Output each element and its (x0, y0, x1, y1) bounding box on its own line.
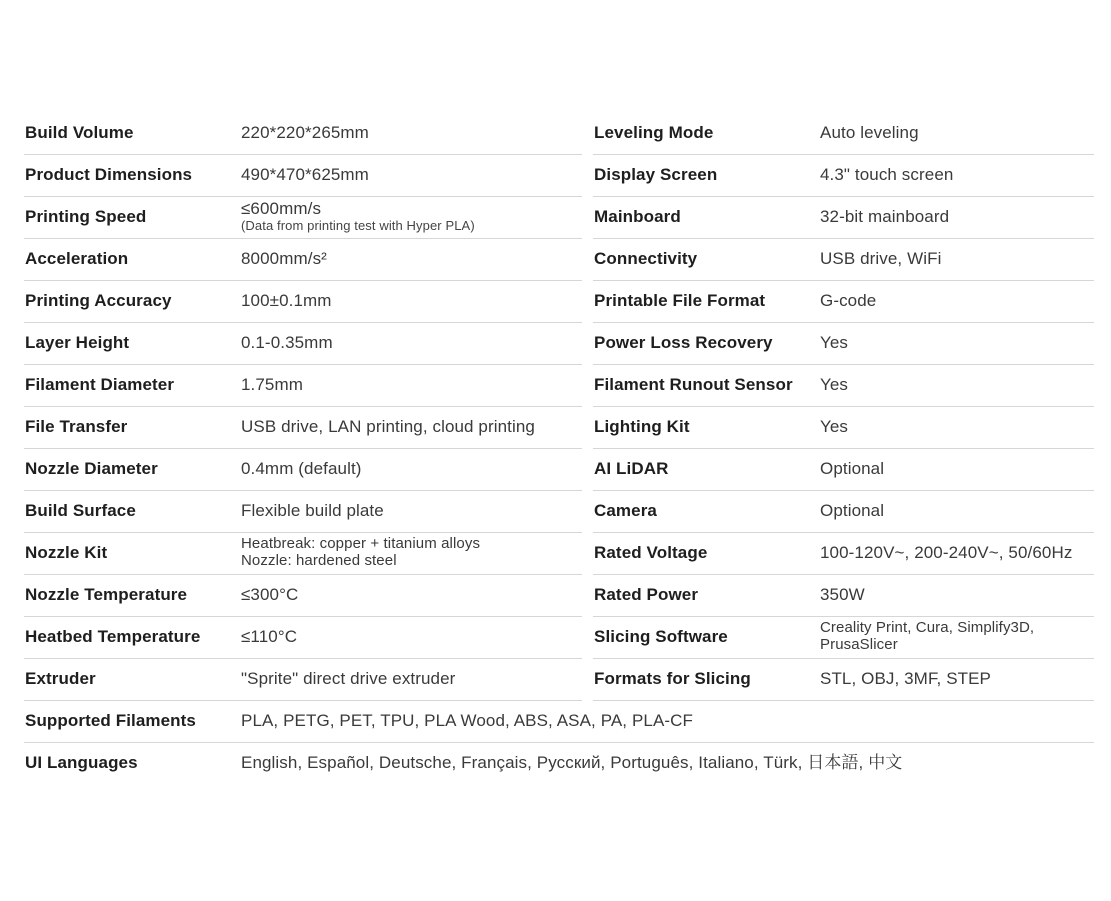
spec-label: Leveling Mode (594, 123, 714, 142)
spec-cell-left (24, 448, 582, 491)
spec-label: Printing Speed (25, 207, 147, 226)
spec-cell-left (24, 532, 582, 575)
spec-row (24, 280, 1094, 322)
spec-value (241, 658, 455, 698)
spec-cell-right (593, 532, 1094, 575)
spec-label: Rated Voltage (594, 543, 708, 562)
spec-value-text: PLA, PETG, PET, TPU, PLA Wood, ABS, ASA, PA, PLA-CF (241, 710, 694, 730)
spec-cell-right (593, 658, 1094, 701)
spec-label: Filament Runout Sensor (594, 375, 793, 394)
spec-value (241, 448, 362, 488)
spec-value-text: English, Español, Deutsche, Français, Русский, Português, Italiano, Türk, 日本語, 中文 (241, 752, 903, 772)
spec-cell-full (24, 700, 1094, 743)
spec-value-text: 4.3" touch screen (820, 164, 954, 184)
spec-row (24, 616, 1094, 658)
spec-value-text: Optional (820, 458, 885, 478)
spec-value-text: Yes (820, 332, 849, 352)
spec-row (24, 448, 1094, 490)
spec-label: File Transfer (25, 417, 128, 436)
spec-value-text: 100-120V~, 200-240V~, 50/60Hz (820, 542, 1073, 562)
spec-label: UI Languages (25, 753, 138, 772)
spec-value (241, 742, 902, 782)
spec-value-text: "Sprite" direct drive extruder (241, 668, 456, 688)
spec-value-text: Yes (820, 416, 849, 436)
spec-row (24, 154, 1094, 196)
spec-label: Printable File Format (594, 291, 766, 310)
spec-cell-right (593, 112, 1094, 155)
spec-label: Heatbed Temperature (25, 627, 201, 646)
spec-value (241, 238, 327, 278)
spec-value (241, 154, 369, 194)
spec-value (820, 196, 949, 236)
spec-row (24, 322, 1094, 364)
spec-value-line: Nozzle: hardened steel (241, 552, 397, 569)
spec-cell-right (593, 490, 1094, 533)
spec-value-text: G-code (820, 290, 877, 310)
spec-label: Build Volume (25, 123, 134, 142)
spec-value-line: PrusaSlicer (820, 636, 898, 653)
spec-value-text: 350W (820, 584, 865, 604)
spec-value-text: USB drive, WiFi (820, 248, 942, 268)
spec-cell-left (24, 406, 582, 449)
spec-label: Camera (594, 501, 657, 520)
spec-value (241, 490, 384, 530)
spec-row (24, 364, 1094, 406)
spec-value-text: Yes (820, 374, 849, 394)
spec-value (241, 280, 332, 320)
spec-value-text: 100±0.1mm (241, 290, 332, 310)
spec-row (24, 742, 1094, 784)
spec-row (24, 238, 1094, 280)
spec-cell-left (24, 196, 582, 239)
spec-row (24, 658, 1094, 700)
spec-row (24, 532, 1094, 574)
spec-label: Connectivity (594, 249, 698, 268)
spec-cell-left (24, 574, 582, 617)
spec-value-text: ≤300°C (241, 584, 299, 604)
spec-label: Mainboard (594, 207, 681, 226)
spec-row (24, 700, 1094, 742)
spec-label: Nozzle Temperature (25, 585, 188, 604)
spec-cell-left (24, 364, 582, 407)
spec-cell-right (593, 364, 1094, 407)
spec-value-text: Flexible build plate (241, 500, 384, 520)
spec-value-text: 8000mm/s² (241, 248, 327, 268)
spec-value (241, 196, 475, 236)
spec-label: Build Surface (25, 501, 136, 520)
spec-cell-right (593, 154, 1094, 197)
spec-value-text: Auto leveling (820, 122, 919, 142)
spec-row (24, 196, 1094, 238)
spec-cell-right (593, 616, 1094, 659)
spec-cell-left (24, 616, 582, 659)
spec-cell-left (24, 322, 582, 365)
spec-value (820, 532, 1072, 572)
spec-value-note: (Data from printing test with Hyper PLA) (241, 218, 475, 233)
spec-value (241, 112, 369, 152)
spec-label: Rated Power (594, 585, 699, 604)
spec-cell-left (24, 238, 582, 281)
spec-cell-left (24, 280, 582, 323)
spec-value (241, 364, 303, 404)
spec-value (820, 154, 953, 194)
spec-label: Slicing Software (594, 627, 728, 646)
spec-row (24, 574, 1094, 616)
spec-label: Acceleration (25, 249, 129, 268)
spec-value-text: STL, OBJ, 3MF, STEP (820, 668, 991, 688)
spec-value-text: 490*470*625mm (241, 164, 369, 184)
spec-cell-right (593, 448, 1094, 491)
spec-cell-right (593, 322, 1094, 365)
spec-value (241, 406, 535, 446)
spec-value-line: Creality Print, Cura, Simplify3D, (820, 619, 1035, 636)
spec-cell-left (24, 490, 582, 533)
spec-cell-left (24, 154, 582, 197)
spec-value-line: Heatbreak: copper + titanium alloys (241, 535, 481, 552)
spec-value-text: Optional (820, 500, 885, 520)
spec-cell-left (24, 112, 582, 155)
spec-cell-right (593, 196, 1094, 239)
spec-value-text: USB drive, LAN printing, cloud printing (241, 416, 535, 436)
spec-cell-right (593, 238, 1094, 281)
spec-value (241, 700, 693, 740)
spec-label: Power Loss Recovery (594, 333, 773, 352)
spec-label: Lighting Kit (594, 417, 690, 436)
spec-value-text: 1.75mm (241, 374, 304, 394)
spec-value (820, 238, 941, 278)
spec-value-text: 32-bit mainboard (820, 206, 950, 226)
spec-value (241, 322, 333, 362)
spec-label: Extruder (25, 669, 96, 688)
spec-value (241, 616, 297, 656)
spec-value (820, 112, 919, 152)
spec-label: Supported Filaments (25, 711, 196, 730)
spec-value-text: ≤600mm/s (241, 199, 322, 218)
spec-label: Product Dimensions (25, 165, 193, 184)
spec-value (820, 364, 848, 404)
spec-label: Layer Height (25, 333, 130, 352)
spec-cell-full (24, 742, 1094, 784)
spec-cell-right (593, 406, 1094, 449)
spec-value-text: 0.1-0.35mm (241, 332, 333, 352)
spec-row (24, 490, 1094, 532)
spec-label: Display Screen (594, 165, 718, 184)
spec-value (820, 406, 848, 446)
spec-label: Formats for Slicing (594, 669, 751, 688)
spec-value (820, 658, 991, 698)
spec-row (24, 112, 1094, 154)
spec-label: Nozzle Kit (25, 543, 108, 562)
spec-value (820, 616, 1034, 656)
spec-value-text: 0.4mm (default) (241, 458, 362, 478)
spec-label: Nozzle Diameter (25, 459, 158, 478)
spec-value (820, 574, 865, 614)
spec-label: Printing Accuracy (25, 291, 172, 310)
spec-cell-right (593, 280, 1094, 323)
spec-value-text: 220*220*265mm (241, 122, 369, 142)
spec-value (820, 448, 884, 488)
spec-cell-left (24, 658, 582, 701)
spec-cell-right (593, 574, 1094, 617)
spec-value (241, 532, 480, 572)
spec-row (24, 406, 1094, 448)
spec-value (820, 322, 848, 362)
spec-label: AI LiDAR (594, 459, 669, 478)
spec-value (820, 280, 876, 320)
spec-label: Filament Diameter (25, 375, 175, 394)
spec-table (24, 112, 1094, 784)
spec-value-text: ≤110°C (241, 626, 298, 646)
spec-value (241, 574, 298, 614)
spec-value (820, 490, 884, 530)
